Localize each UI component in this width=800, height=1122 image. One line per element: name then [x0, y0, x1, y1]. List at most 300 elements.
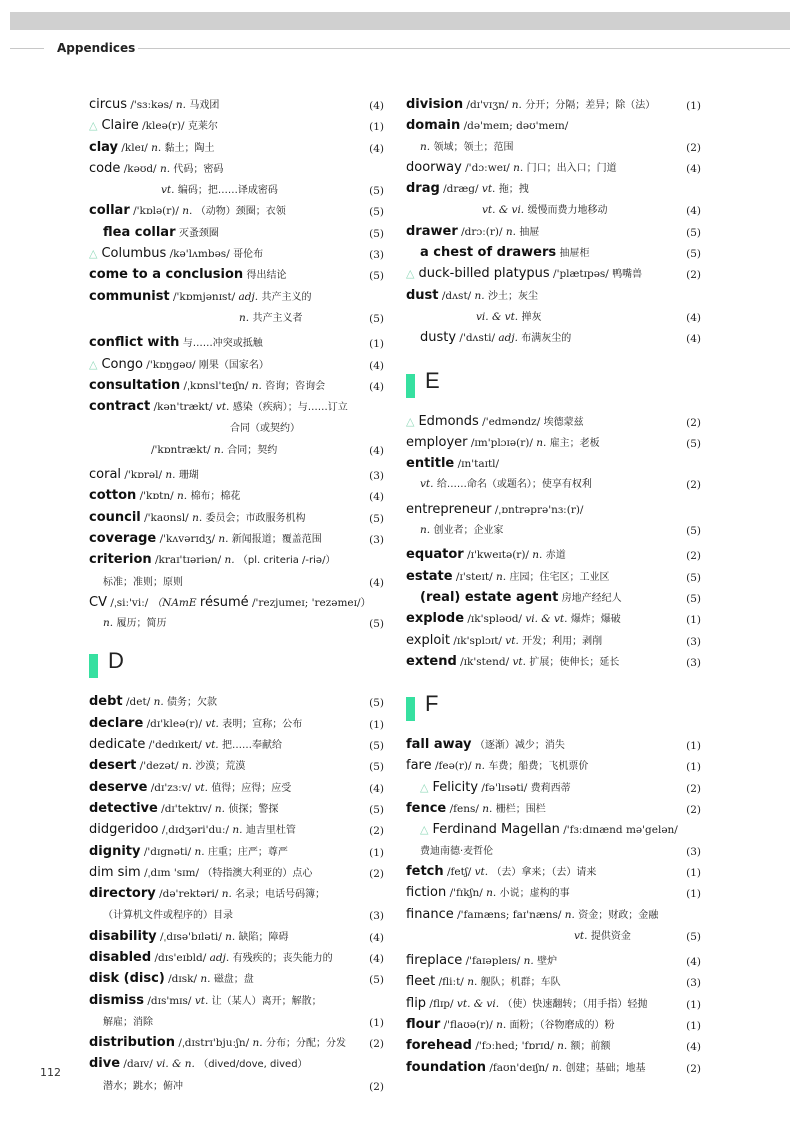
definition: 值得；应得；应受	[211, 782, 292, 794]
headword: Claire	[101, 118, 139, 134]
unit-number: (5)	[369, 761, 384, 774]
headword: dusty	[420, 330, 457, 346]
part-of-speech: n.	[175, 99, 186, 111]
variant-note: （NAmE	[151, 596, 197, 609]
definition: 沙漠；荒漠	[195, 761, 246, 773]
headword: coral	[89, 467, 122, 483]
part-of-speech: n.	[474, 760, 486, 773]
definition: 扩展；使伸长；延长	[529, 656, 620, 668]
unit-number: (4)	[686, 205, 701, 218]
entry-didgeridoo	[89, 820, 384, 841]
pronunciation: /'kɒntrækt/	[151, 443, 211, 456]
pronunciation: /flɪp/	[429, 997, 454, 1010]
part-of-speech: n.	[103, 617, 114, 630]
entry-fare	[406, 756, 701, 777]
entry-entitle	[406, 454, 701, 496]
pronunciation: /də'rektəri/	[159, 888, 219, 901]
part-of-speech: n.	[153, 696, 164, 709]
headword: collar	[89, 203, 130, 219]
top-gray-band	[10, 12, 790, 30]
definition: 拖；拽	[498, 184, 529, 196]
headword: code	[89, 160, 121, 176]
unit-number: (1)	[686, 866, 701, 879]
pronunciation: /kəʊd/	[123, 162, 157, 175]
definition: （去）拿来；（去）请来	[491, 866, 597, 878]
part-of-speech: adj.	[498, 332, 518, 345]
pronunciation: /'dʌsti/	[459, 332, 495, 345]
part-of-speech: n.	[224, 554, 235, 567]
entry-cotton	[89, 486, 384, 507]
definition: 让（某人）离开；解散；	[211, 995, 322, 1007]
unit-number: (3)	[686, 977, 701, 990]
definition: 代码；密码	[173, 163, 224, 175]
headword: distribution	[89, 1035, 175, 1051]
part-of-speech: vt.	[215, 401, 230, 414]
part-of-speech: vi. & vt.	[525, 613, 568, 626]
unit-number: (4)	[369, 576, 384, 589]
part-of-speech: n.	[232, 824, 243, 837]
definition: 缺陷；障碍	[238, 931, 289, 943]
unit-number: (5)	[686, 525, 701, 538]
page-number: 112	[40, 1066, 61, 1079]
unit-number: (3)	[686, 635, 701, 648]
definition: 灭蚤颈圈	[178, 227, 219, 239]
part-of-speech: n.	[482, 803, 493, 816]
unit-number: (1)	[686, 998, 701, 1011]
definition: 分开；分隔；差异；除（法）	[525, 100, 656, 111]
entry-desert	[89, 756, 384, 777]
headword: equator	[406, 547, 464, 563]
part-of-speech: vt.	[205, 739, 219, 752]
definition: 把……奉献给	[222, 740, 282, 752]
entry-dismiss	[89, 991, 384, 1034]
unit-number: (2)	[686, 782, 701, 795]
pronunciation: /ˌsiː'viː/	[110, 596, 149, 609]
pronunciation: /'kɒlə(r)/	[133, 205, 179, 218]
section-heading-d	[89, 648, 384, 688]
pronunciation: /drɔː(r)/	[461, 225, 503, 238]
unit-number: (4)	[369, 142, 384, 155]
entry-communist	[89, 287, 384, 330]
headword: drag	[406, 181, 440, 197]
headword: dignity	[89, 843, 141, 859]
unit-number: (2)	[686, 269, 701, 282]
pronunciation: /kə'lʌmbəs/	[169, 248, 230, 261]
unit-number: (4)	[369, 359, 384, 372]
definition: 提供资金	[590, 930, 631, 942]
unit-number: (5)	[686, 248, 701, 261]
definition: 共产主义者	[252, 312, 303, 324]
definition: 表明；宣称；公布	[222, 718, 303, 730]
part-of-speech: n.	[532, 549, 543, 562]
part-of-speech: n.	[474, 289, 485, 302]
unit-number: (5)	[686, 437, 701, 450]
entry-edmonds	[406, 412, 701, 433]
entry-real-estate-agent	[406, 588, 701, 609]
part-of-speech: vt.	[505, 634, 519, 647]
definition: 抽屉柜	[559, 248, 590, 260]
headword: a chest of drawers	[420, 245, 557, 261]
definition: 新闻报道；覆盖范围	[231, 533, 322, 545]
headword: Felicity	[432, 779, 479, 795]
triangle-icon: △	[89, 357, 98, 371]
unit-number: (2)	[369, 825, 384, 838]
unit-number: (3)	[369, 910, 384, 923]
unit-number: (2)	[686, 416, 701, 429]
unit-number: (2)	[686, 550, 701, 563]
definition: 爆炸；爆破	[570, 614, 621, 626]
headword: dive	[89, 1056, 121, 1072]
unit-number: (1)	[686, 888, 701, 901]
definition: 栅栏；围栏	[495, 804, 546, 816]
unit-number: (4)	[369, 491, 384, 504]
entry-distribution	[89, 1033, 384, 1054]
unit-number: (1)	[369, 121, 384, 134]
entry-dust	[406, 286, 701, 329]
pronunciation: /dɪ'zɜːv/	[150, 781, 192, 794]
entry-code	[89, 159, 384, 202]
section-heading-f	[406, 691, 701, 731]
headword-variant: résumé	[199, 594, 249, 610]
entry-division	[406, 95, 701, 116]
unit-number: (2)	[686, 1062, 701, 1075]
entry-exploit	[406, 631, 701, 652]
entry-forehead	[406, 1036, 701, 1057]
definition: 雇主；老板	[549, 437, 600, 449]
headword: directory	[89, 886, 156, 902]
headword: cotton	[89, 488, 137, 504]
headword: entrepreneur	[406, 501, 492, 517]
headword: disability	[89, 928, 157, 944]
pronunciation: /ˌkɒnsl'teɪʃn/	[183, 379, 249, 392]
unit-number: (2)	[369, 1038, 384, 1051]
entry-explode	[406, 609, 701, 630]
definition: 创业者；企业家	[433, 525, 504, 537]
unit-number: (4)	[686, 162, 701, 175]
pronunciation: /'plætɪpəs/	[553, 268, 609, 281]
pronunciation: /ɪk'splɔɪt/	[453, 634, 502, 647]
pronunciation: /'kɒrəl/	[124, 469, 163, 482]
pronunciation: /fliːt/	[438, 976, 464, 989]
part-of-speech: n.	[151, 141, 162, 154]
header-rule-left	[10, 48, 44, 49]
headword: contract	[89, 399, 151, 415]
headword: dust	[406, 287, 439, 303]
headword: dedicate	[89, 737, 146, 753]
entry-fireplace	[406, 951, 701, 972]
section-letter: E	[425, 367, 440, 393]
pronunciation: /fetʃ/	[447, 865, 472, 878]
definition: 沙土；灰尘	[488, 290, 538, 302]
definition: 咨询；咨询会	[265, 380, 326, 392]
part-of-speech: n.	[523, 955, 534, 968]
part-of-speech: vt.	[481, 183, 496, 196]
pronunciation: /'kɒmjənɪst/	[173, 290, 236, 303]
definition: 履历；简历	[116, 618, 167, 630]
headword: come to a conclusion	[89, 267, 244, 283]
part-of-speech: n.	[225, 930, 236, 943]
entry-columbus	[89, 244, 384, 265]
definition: 克莱尔	[187, 121, 218, 133]
definition: 刚果（国家名）	[198, 359, 269, 371]
headword: domain	[406, 118, 461, 134]
definition: 舰队；机群；车队	[480, 977, 561, 989]
unit-number: (4)	[369, 380, 384, 393]
pronunciation: /faʊn'deɪʃn/	[489, 1061, 549, 1074]
pronunciation: /'dɪgnəti/	[143, 845, 192, 858]
entry-conflict-with	[89, 333, 384, 354]
part-of-speech: vt.	[474, 865, 489, 878]
pronunciation: /kleɪ/	[121, 141, 148, 154]
headword: employer	[406, 434, 468, 450]
definition: 标准；准则；原则	[103, 576, 183, 588]
definition: （dived/dove, dived）	[198, 1059, 308, 1071]
entry-extend	[406, 652, 701, 673]
definition: （动物）颈圈；衣领	[195, 206, 286, 218]
definition: 解雇；消除	[103, 1016, 153, 1028]
entry-disk	[89, 969, 384, 990]
part-of-speech: adj.	[209, 951, 230, 964]
pronunciation: /ˌdɪstrɪ'bjuːʃn/	[178, 1037, 250, 1050]
headword: fireplace	[406, 953, 463, 969]
unit-number: (5)	[369, 512, 384, 525]
headword: dim sim	[89, 864, 141, 880]
unit-number: (5)	[369, 227, 384, 240]
pronunciation: /fə'lɪsəti/	[481, 781, 528, 794]
entry-fall-away	[406, 735, 701, 756]
part-of-speech: n.	[213, 443, 224, 456]
unit-number: (1)	[369, 718, 384, 731]
definition: 赤道	[545, 550, 566, 562]
definition: 分布；分配；分发	[265, 1038, 346, 1050]
headword: dismiss	[89, 992, 144, 1008]
entry-collar	[89, 201, 384, 222]
pronunciation: /dɪ'kleə(r)/	[146, 717, 203, 730]
entry-estate	[406, 567, 701, 588]
headword: flea collar	[103, 224, 176, 240]
unit-number: (2)	[686, 479, 701, 492]
unit-number: (3)	[369, 533, 384, 546]
headword: doorway	[406, 159, 462, 175]
unit-number: (5)	[369, 740, 384, 753]
headword: flip	[406, 995, 427, 1011]
entry-dedicate	[89, 735, 384, 756]
part-of-speech: vt.	[205, 717, 219, 730]
entry-disability	[89, 927, 384, 948]
pronunciation: /'kɒŋgəʊ/	[146, 358, 196, 371]
pronunciation: /dɪs'eɪbld/	[154, 951, 207, 964]
section-heading-e	[406, 368, 701, 408]
headword: coverage	[89, 530, 157, 546]
triangle-icon: △	[89, 119, 98, 133]
pronunciation: /feə(r)/	[434, 760, 472, 773]
entry-flip	[406, 994, 701, 1015]
unit-number: (3)	[686, 845, 701, 858]
entry-claire	[89, 116, 384, 137]
entry-come-to-a-conclusion	[89, 265, 384, 286]
part-of-speech: n.	[200, 973, 211, 986]
part-of-speech: vt.	[194, 994, 209, 1007]
headword: Ferdinand Magellan	[432, 822, 560, 838]
headword: drawer	[406, 223, 458, 239]
headword: finance	[406, 906, 454, 922]
part-of-speech: n.	[218, 532, 229, 545]
unit-number: (2)	[369, 1080, 384, 1093]
definition: 布满灰尘的	[521, 333, 572, 345]
unit-number: (1)	[686, 100, 701, 112]
pronunciation: /'faɪnæns; faɪ'næns/	[457, 908, 562, 921]
part-of-speech: n.	[194, 845, 205, 858]
part-of-speech: n.	[420, 140, 431, 153]
entry-declare	[89, 714, 384, 735]
headword: estate	[406, 568, 453, 584]
definition: 抽屉	[519, 226, 540, 238]
section-letter: F	[425, 691, 439, 717]
part-of-speech: n.	[181, 760, 192, 773]
unit-number: (1)	[369, 1016, 384, 1029]
definition: 磁盘；盘	[213, 974, 254, 986]
definition: 马戏团	[189, 100, 220, 111]
pronunciation: /'dedɪkeɪt/	[148, 739, 202, 752]
headword: circus	[89, 97, 127, 112]
entry-detective	[89, 799, 384, 820]
definition: 缓慢而费力地移动	[527, 205, 608, 217]
definition: 小说；虚构的事	[499, 888, 570, 900]
definition: 房地产经纪人	[561, 592, 622, 604]
unit-number: (3)	[369, 470, 384, 483]
definition: 额；前额	[570, 1041, 611, 1053]
unit-number: (1)	[369, 846, 384, 859]
unit-number: (5)	[686, 226, 701, 239]
part-of-speech: vt.	[194, 781, 208, 794]
part-of-speech: n.	[221, 888, 232, 901]
entry-coverage	[89, 529, 384, 550]
definition: 给……命名（或题名）；使享有权利	[436, 479, 592, 491]
section-letter: D	[108, 648, 124, 674]
definition: 开发；利用；剥削	[522, 635, 603, 647]
entry-deserve	[89, 778, 384, 799]
headword: fence	[406, 801, 447, 817]
left-column	[89, 95, 384, 1097]
definition: 编码；把……译成密码	[177, 185, 278, 197]
entry-directory	[89, 884, 384, 927]
headword: clay	[89, 139, 119, 155]
headword: disabled	[89, 949, 152, 965]
unit-number: (4)	[369, 782, 384, 795]
definition: 壁炉	[537, 956, 558, 968]
part-of-speech: vt.	[161, 184, 175, 197]
pronunciation: /ɪ'kweɪtə(r)/	[467, 549, 529, 562]
unit-number: (3)	[369, 249, 384, 262]
pronunciation: /kleə(r)/	[142, 120, 185, 133]
entry-debt	[89, 692, 384, 713]
unit-number: (5)	[369, 185, 384, 198]
entry-duck-billed-platypus	[406, 264, 701, 285]
part-of-speech: n.	[214, 802, 225, 815]
headword: debt	[89, 694, 123, 710]
entry-fleet	[406, 972, 701, 993]
headword: exploit	[406, 632, 450, 648]
pronunciation: /ˌdɪm 'sɪm/	[144, 866, 199, 879]
definition: 名录；电话号码簿；	[235, 889, 326, 901]
unit-number: (5)	[686, 571, 701, 584]
pronunciation: /'rezjumeɪ; 'rezəmeɪ/）	[251, 596, 372, 609]
part-of-speech: vt. & vi.	[456, 997, 500, 1010]
header-rule-right	[138, 48, 790, 49]
right-column	[406, 95, 701, 1079]
entry-drawer	[406, 222, 701, 243]
unit-number: (4)	[369, 931, 384, 944]
definition: 侦探；警探	[228, 803, 279, 815]
headword: CV	[89, 594, 107, 610]
headword: consultation	[89, 377, 181, 393]
unit-number: (5)	[369, 270, 384, 283]
triangle-icon: △	[420, 780, 429, 794]
entry-cv	[89, 593, 384, 635]
unit-number: (5)	[369, 803, 384, 816]
unit-number: (1)	[686, 614, 701, 627]
pronunciation: /ˌdɪdʒəri'duː/	[161, 824, 230, 837]
definition: 潜水；跳水；俯冲	[103, 1080, 183, 1092]
definition: 费莉西蒂	[530, 782, 571, 794]
pronunciation: /'faɪəpleɪs/	[465, 955, 521, 968]
definition: 领域；领土；范围	[433, 141, 514, 153]
headword: entitle	[406, 456, 455, 472]
definition: （逐渐）减少；消失	[474, 740, 565, 752]
headword: detective	[89, 800, 158, 816]
pronunciation: /dʌst/	[441, 289, 472, 302]
definition: 珊瑚	[178, 470, 199, 482]
part-of-speech: vi. & vt.	[476, 310, 519, 323]
definition: 埃德蒙兹	[543, 416, 584, 428]
definition: 庄园；住宅区；工业区	[509, 571, 610, 583]
headword: didgeridoo	[89, 822, 159, 838]
pronunciation: /kraɪ'tɪəriən/	[155, 554, 222, 567]
unit-number: (4)	[369, 444, 384, 457]
entry-fence	[406, 799, 701, 820]
definition: 共产主义的	[261, 291, 312, 303]
unit-number: (5)	[686, 592, 701, 605]
entry-congo	[89, 355, 384, 376]
unit-number: (1)	[686, 740, 701, 753]
unit-number: (5)	[369, 618, 384, 631]
part-of-speech: n.	[420, 524, 431, 537]
part-of-speech: n.	[552, 1061, 563, 1074]
entry-council	[89, 508, 384, 529]
entry-coral	[89, 465, 384, 486]
unit-number: (4)	[369, 100, 384, 112]
entry-dive	[89, 1054, 384, 1097]
definition: 资金；财政；金融	[578, 909, 659, 921]
unit-number: (5)	[369, 312, 384, 325]
definition: 掸灰	[521, 311, 542, 323]
part-of-speech: n.	[486, 887, 497, 900]
section-marker	[89, 654, 98, 678]
pronunciation: /'kʌvərɪdʒ/	[159, 532, 216, 545]
definition: 门口；出入口；门道	[526, 162, 617, 174]
pronunciation: /ɪ'steɪt/	[455, 570, 493, 583]
pronunciation: /dræg/	[443, 183, 479, 196]
pronunciation: /'edməndz/	[482, 415, 541, 428]
pronunciation: /dɪ'tektɪv/	[161, 802, 212, 815]
header-title: Appendices	[57, 41, 136, 55]
unit-number: (4)	[686, 956, 701, 969]
definition: 感染（疾病）；与……订立	[232, 402, 348, 414]
unit-number: (5)	[369, 697, 384, 710]
pronunciation: /kən'trækt/	[153, 401, 213, 414]
headword: fetch	[406, 863, 444, 879]
part-of-speech: n.	[511, 99, 522, 111]
